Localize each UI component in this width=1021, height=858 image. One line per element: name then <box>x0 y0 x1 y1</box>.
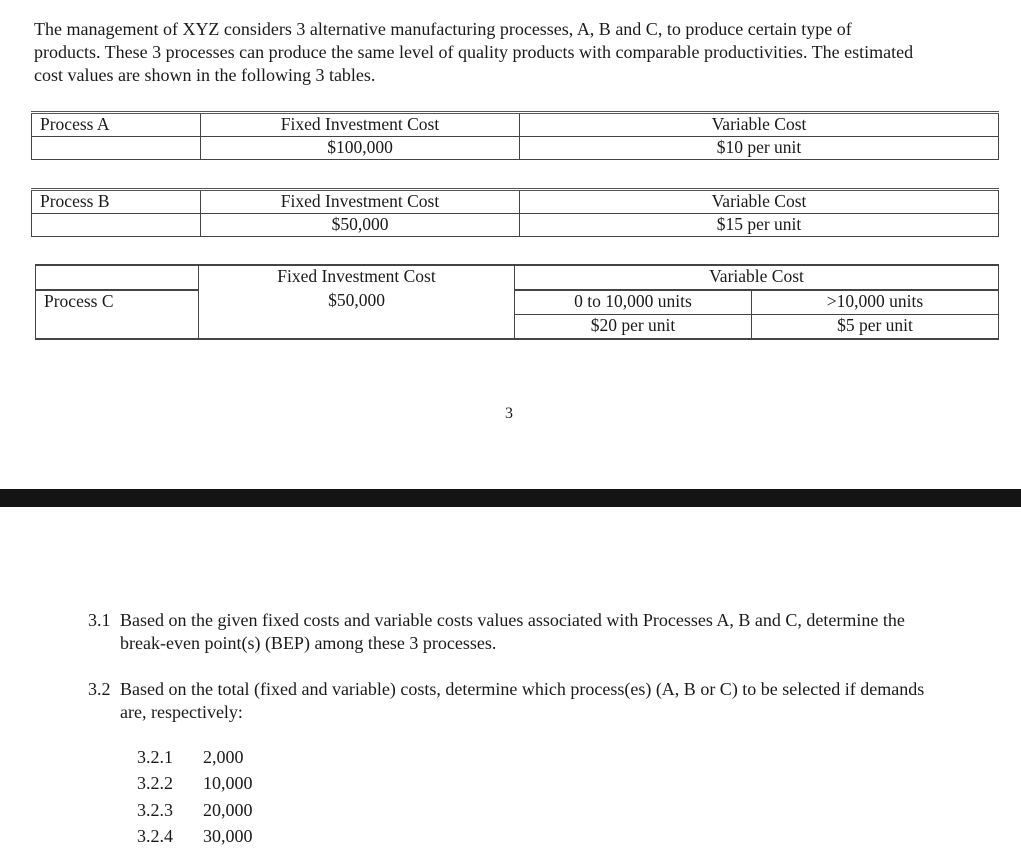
sub-item-value: 30,000 <box>203 826 253 846</box>
intro-line-3: cost values are shown in the following 3 tables. <box>34 65 376 85</box>
sub-item-number: 3.2.1 <box>137 747 173 767</box>
page-divider-bar <box>0 489 1021 507</box>
process-b-variable-label: Variable Cost <box>520 190 999 214</box>
process-a-empty-cell <box>32 137 201 160</box>
sub-item-number: 3.2.3 <box>137 800 173 820</box>
page-number: 3 <box>505 405 513 422</box>
question-3-2-number: 3.2 <box>88 679 111 699</box>
process-c-label: Process C <box>36 290 199 339</box>
sub-item-value: 10,000 <box>203 773 253 793</box>
process-a-label: Process A <box>32 113 201 137</box>
question-3-1-line-2: break-even point(s) (BEP) among these 3 processes. <box>120 633 497 653</box>
process-b-variable-value: $15 per unit <box>520 214 999 237</box>
sub-item <box>137 826 253 846</box>
sub-item <box>137 800 253 820</box>
process-c-table <box>35 264 999 340</box>
question-3-1-number: 3.1 <box>88 610 111 630</box>
sub-item-value: 2,000 <box>203 747 244 767</box>
process-b-empty-cell <box>32 214 201 237</box>
sub-item <box>137 773 253 793</box>
sub-item-number: 3.2.2 <box>137 773 173 793</box>
process-c-fixed-label: Fixed Investment Cost <box>199 265 515 290</box>
process-b-label: Process B <box>32 190 201 214</box>
process-a-variable-label: Variable Cost <box>520 113 999 137</box>
process-a-fixed-label: Fixed Investment Cost <box>201 113 520 137</box>
intro-paragraph <box>34 18 994 87</box>
question-3-2-line-1: Based on the total (fixed and variable) costs, determine which process(es) (A, B or C) to be selected if demands <box>120 679 925 699</box>
process-c-range-1-cost: $20 per unit <box>515 315 752 340</box>
sub-item-number: 3.2.4 <box>137 826 173 846</box>
intro-line-1: The management of XYZ considers 3 alternative manufacturing processes, A, B and C, to produce certain type of <box>34 19 852 39</box>
process-b-table <box>31 188 999 237</box>
process-c-range-2-cost: $5 per unit <box>752 315 999 340</box>
process-b-fixed-value: $50,000 <box>201 214 520 237</box>
process-a-fixed-value: $100,000 <box>201 137 520 160</box>
process-b-fixed-label: Fixed Investment Cost <box>201 190 520 214</box>
intro-line-2: products. These 3 processes can produce the same level of quality products with comparable productivities. The estimated <box>34 42 914 62</box>
process-c-range-1: 0 to 10,000 units <box>515 290 752 315</box>
process-c-header-empty <box>36 265 199 290</box>
process-c-variable-label: Variable Cost <box>515 265 999 290</box>
question-3-2-line-2: are, respectively: <box>120 702 243 722</box>
sub-item-value: 20,000 <box>203 800 253 820</box>
process-c-range-2: >10,000 units <box>752 290 999 315</box>
process-a-table <box>31 111 999 160</box>
process-c-fixed-value: $50,000 <box>199 290 515 339</box>
sub-item <box>137 747 244 767</box>
question-3-1-line-1: Based on the given fixed costs and variable costs values associated with Processes A, B and C, determine the <box>120 610 905 630</box>
process-a-variable-value: $10 per unit <box>520 137 999 160</box>
